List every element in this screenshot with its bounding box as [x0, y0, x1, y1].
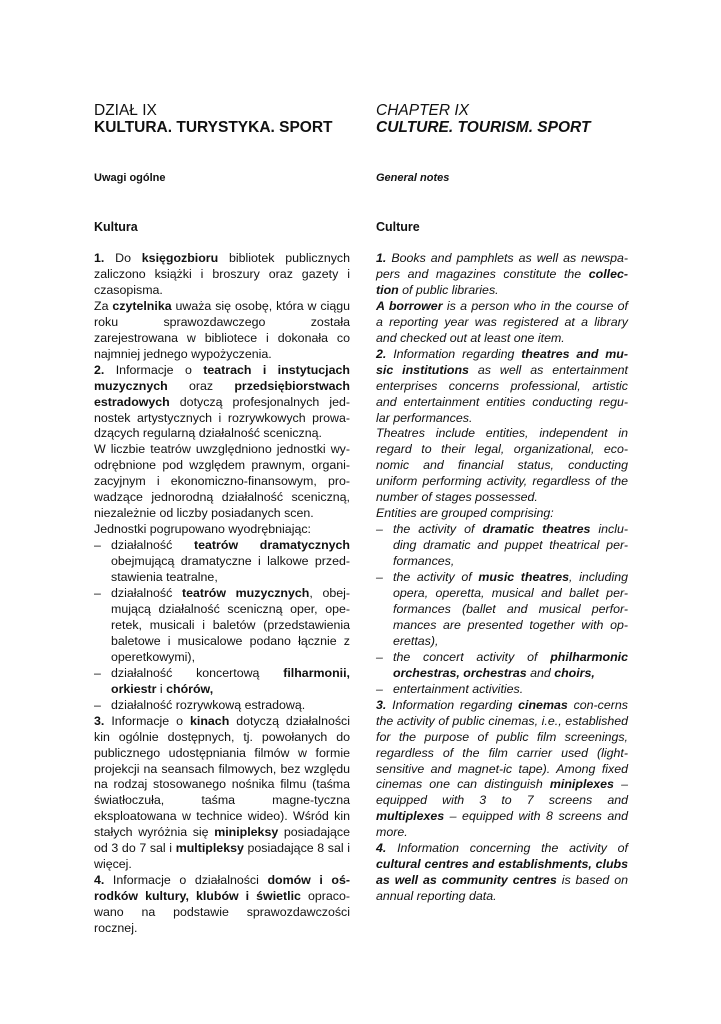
text: is based on annual reporting data.	[376, 873, 628, 904]
paragraph-1	[94, 251, 350, 299]
dash: –	[376, 570, 383, 585]
subtitle-pl: Uwagi ogólne	[94, 172, 166, 184]
chapter-title-pl: KULTURA. TURYSTYKA. SPORT	[94, 119, 333, 136]
text: i	[156, 681, 167, 696]
term: kinach	[190, 713, 230, 728]
text: dotyczą działalności kin ogólnie dostępnych, tj. powołanych do publicznego udostępniania filmów w formie projekcji na seansach filmowych, bez względu na rodzaj stosowanego nośnika filmu (taśma światłoczuła, taśma magne-tyczna eksploatowana w technice wideo). Wśród kin stałych wyróżnia się	[94, 713, 350, 840]
text: Information regarding	[386, 697, 519, 712]
chapter-number-pl: DZIAŁ IX	[94, 102, 157, 119]
text: , obej-mującą działalność sceniczną oper, ope-retek, musicali i baletów (przedstawienia baletowe i musicalowe podano łącznie z operetkowymi),	[111, 586, 351, 664]
text: the concert activity of	[393, 649, 551, 664]
term: teatrów dramatycznych	[194, 538, 350, 553]
section-heading-pl: Kultura	[94, 220, 138, 234]
list-item	[94, 586, 350, 666]
text: opraco-wano na podstawie sprawozdawczości rocznej.	[94, 889, 350, 936]
english-heading	[376, 102, 628, 136]
subtitle-en: General notes	[376, 172, 450, 184]
text: działalność rozrywkową estradową.	[111, 697, 306, 712]
term: chórów,	[166, 681, 214, 696]
paragraph-grouping: Entities are grouped comprising:	[376, 506, 554, 521]
paragraph-borrower	[376, 299, 628, 347]
text: posiadające 8 sal i więcej.	[94, 841, 351, 872]
dash: –	[94, 538, 101, 553]
text: Informacje o działalności	[104, 873, 268, 888]
paragraph-number: 2.	[376, 346, 387, 361]
term: teatrach i instytucjach muzycznych	[94, 362, 350, 393]
list-item	[376, 570, 628, 650]
paragraph-3	[94, 714, 350, 874]
dash: –	[94, 586, 101, 601]
text: uważa się osobę, która w ciągu roku sprawozdawczego została zarejestrowana w bibliotece i dokonała co najmniej jednego wypożyczenia.	[94, 298, 350, 361]
term: księgozbioru	[141, 251, 219, 265]
term: dramatic theatres	[482, 522, 591, 537]
text: the activity of	[393, 570, 479, 585]
paragraph-number: 3.	[376, 697, 387, 712]
paragraph-borrower	[94, 299, 350, 363]
paragraph-1	[376, 251, 628, 299]
dash: –	[376, 522, 383, 537]
text: Informacje o	[104, 362, 204, 377]
text: obejmującą dramatyczne i lalkowe przed-stawienia teatralne,	[111, 554, 350, 585]
text: , including opera, operetta, musical and ballet per-formances (ballet and musical perfor-mances are presented together with op-erettas),	[393, 570, 628, 648]
dash: –	[376, 649, 383, 664]
text: Informacje o	[104, 713, 191, 728]
dash: –	[94, 665, 101, 680]
term: przedsiębiorstwach estradowych	[94, 378, 350, 409]
polish-heading	[94, 102, 350, 136]
text: the activity of	[393, 522, 483, 537]
paragraph-theatres: Theatres include entities, independent in regard to their legal, organizational, eco-nomic and financial status, conducting uniform performing activity, regardless of the number of stages possessed.	[376, 426, 628, 505]
paragraph-2	[376, 347, 628, 427]
text: Information regarding	[386, 346, 522, 361]
text: – equipped with 8 screens and more.	[376, 809, 628, 840]
paragraph-4	[376, 841, 628, 905]
text: inclu-ding dramatic and puppet theatrical per-formances,	[393, 522, 628, 569]
paragraph-theatres: W liczbie teatrów uwzględniono jednostki wy-odrębnione pod względem prawnym, organi-zacyjnym i ekonomiczno-finansowym, pro-wadzące jednorodną działalność sceniczną, niezależnie od liczby posiadanych scen.	[94, 442, 350, 521]
term: cinemas	[518, 697, 568, 712]
text: działalność	[111, 538, 195, 553]
text: dotyczą profesjonalnych jed-nostek artystycznych i rozrywkowych prowa-dzących regularną działalność sceniczną.	[94, 394, 350, 441]
term: minipleksy	[214, 825, 279, 840]
paragraph-number: 4.	[376, 841, 387, 856]
paragraph-2	[94, 363, 350, 443]
term: filharmonii, orkiestr	[111, 665, 350, 696]
text: entertainment activities.	[393, 681, 524, 696]
term: theatres and mu-sic institutions	[376, 346, 628, 377]
term: czytelnika	[112, 298, 172, 313]
text: posiadające od 3 do 7 sal i	[94, 825, 350, 856]
list-item	[94, 538, 350, 586]
term: teatrów muzycznych	[181, 586, 310, 601]
list-item	[376, 650, 628, 682]
paragraph-3	[376, 698, 628, 842]
dash: –	[94, 697, 101, 712]
term: collec-tion	[376, 266, 628, 297]
text: oraz	[167, 378, 235, 393]
list-item	[376, 682, 628, 698]
term: music theatres	[478, 570, 569, 585]
term: multiplexes	[376, 809, 445, 824]
chapter-number-en: CHAPTER IX	[376, 102, 470, 119]
text: bibliotek publicznych zaliczono książki i broszury oraz gazety i czasopisma.	[94, 251, 350, 297]
text: and	[526, 665, 555, 680]
term: cultural centres and establishments, clubs as well as community centres	[376, 857, 628, 888]
text: – equipped with 3 to 7 screens and	[376, 777, 628, 808]
text: as well as entertainment enterprises concerns professional, artistic and entertainment entities conducting regu-lar performances.	[376, 362, 628, 425]
polish-body	[94, 251, 350, 937]
chapter-title-en: CULTURE. TOURISM. SPORT	[376, 119, 591, 136]
text: Do	[104, 251, 142, 265]
list-item	[94, 698, 350, 714]
paragraph-4	[94, 873, 350, 937]
term: multipleksy	[175, 841, 244, 856]
paragraph-number: 4.	[94, 873, 105, 888]
list-item	[94, 666, 350, 698]
paragraph-number: 2.	[94, 362, 105, 377]
dash: –	[376, 681, 383, 696]
paragraph-number: 3.	[94, 713, 105, 728]
paragraph-grouping: Jednostki pogrupowano wyodrębniając:	[94, 522, 311, 537]
text: of public libraries.	[398, 282, 499, 297]
paragraph-number: 1.	[94, 251, 105, 265]
term: A borrower	[376, 298, 443, 313]
term: choirs,	[554, 665, 595, 680]
text: Books and pamphlets as well as newspa-pers and magazines constitute the	[376, 251, 628, 281]
text: is a person who in the course of a reporting year was registered at a library and checked out at least one item.	[376, 298, 629, 345]
term: miniplexes	[549, 777, 614, 792]
paragraph-number: 1.	[376, 251, 387, 265]
text: Za	[94, 298, 113, 313]
text: działalność koncertową	[111, 665, 284, 680]
term: domów i oś-rodków kultury, klubów i świetlic	[94, 873, 350, 904]
list-item	[376, 522, 628, 570]
text: con-cerns the activity of public cinemas, i.e., established for the purpose of public film screenings, regardless of the film carrier used (light-sensitive and magnet-ic tape). Among fixed cinemas one can distinguish	[376, 697, 628, 792]
english-body	[376, 251, 628, 905]
term: philharmonic orchestras, orchestras	[393, 649, 628, 680]
section-heading-en: Culture	[376, 220, 420, 234]
text: działalność	[111, 586, 182, 601]
text: Information concerning the activity of	[386, 841, 628, 856]
